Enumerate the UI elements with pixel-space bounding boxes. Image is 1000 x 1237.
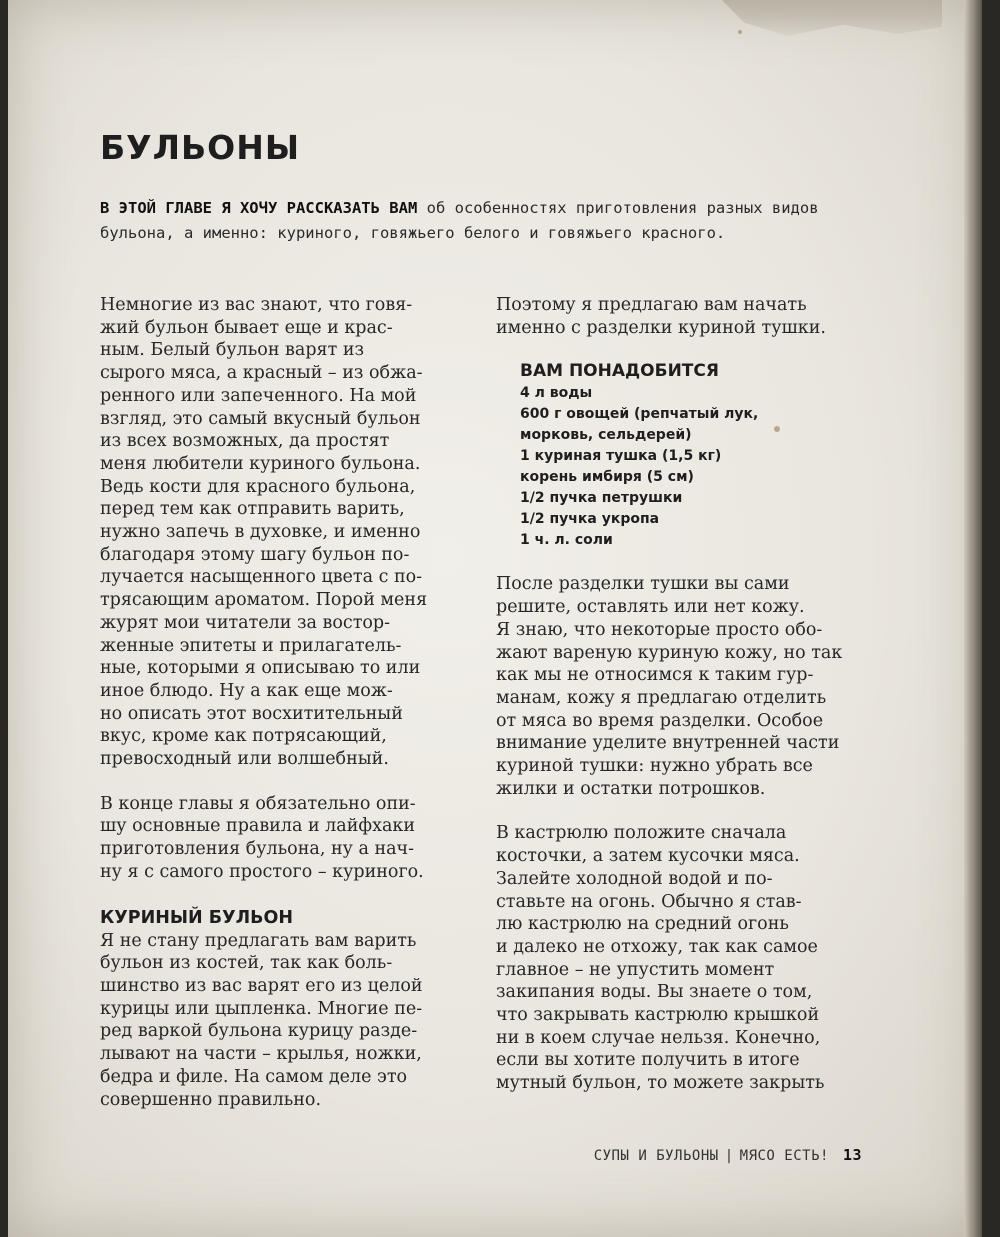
ingredient-item: корень имбиря (5 см)	[520, 469, 694, 486]
ingredient-item: 4 л воды	[520, 385, 593, 402]
page-footer	[594, 1146, 862, 1164]
intro-text: об особенностях приготовления разных видов бульона, а именно: куриного, говяжьего белого и говяжьего красного.	[100, 199, 819, 242]
body-paragraph: В кастрюлю положите сначала косточки, а затем кусочки мяса. Залейте холодной водой и по- ставьте на огонь. Обычно я став- лю кастрюлю на средний огонь и далеко не отхожу, так как самое главное – не упустить момент закипания воды. Вы знаете о том, что закрывать кастрюлю крышкой ни в коем случае нельзя. Конечно, если вы хотите получить в итоге мутный бульон, то можете закрыть	[496, 823, 825, 1094]
footer-separator: |	[724, 1148, 734, 1164]
chapter-intro	[100, 196, 860, 246]
ingredient-item: 600 г овощей (репчатый лук, морковь, сельдерей)	[520, 406, 759, 444]
paper-stain	[738, 30, 742, 34]
page-edge-shadow	[964, 0, 982, 1237]
torn-paper-corner	[722, 0, 942, 45]
right-column	[496, 294, 868, 1095]
chapter-title: БУЛЬОНЫ	[100, 128, 301, 167]
body-paragraph: Поэтому я предлагаю вам начать именно с разделки куриной тушки.	[496, 295, 826, 338]
ingredient-item: 1 куриная тушка (1,5 кг)	[520, 448, 722, 465]
intro-lead: В ЭТОЙ ГЛАВЕ Я ХОЧУ РАССКАЗАТЬ ВАМ	[100, 199, 418, 217]
body-paragraph: В конце главы я обязательно опи- шу основные правила и лайфхаки приготовления бульона, ну а нач- ну я с самого простого – куриного.	[100, 793, 424, 882]
ingredients-heading: ВАМ ПОНАДОБИТСЯ	[520, 361, 719, 382]
ingredient-item: 1/2 пучка петрушки	[520, 490, 683, 507]
body-paragraph: После разделки тушки вы сами решите, оставлять или нет кожу. Я знаю, что некоторые просто обо- жают вареную куриную кожу, но так как мы не относимся к таким гур- манам, кожу я предлагаю отделить от мяса во время разделки. Особое внимание уделите внутренней части куриной тушки: нужно убрать все жилки и остатки потрошков.	[496, 574, 843, 799]
ingredient-item: 1 ч. л. соли	[520, 532, 613, 549]
footer-book-title: МЯСО ЕСТЬ!	[739, 1148, 829, 1164]
footer-section: СУПЫ И БУЛЬОНЫ	[593, 1148, 719, 1164]
ingredients-box	[520, 359, 868, 551]
left-column	[100, 294, 472, 1111]
ingredient-item: 1/2 пучка укропа	[520, 511, 660, 528]
section-heading: КУРИНЫЙ БУЛЬОН	[100, 907, 294, 928]
body-paragraph: Я не стану предлагать вам варить бульон из костей, так как боль- шинство из вас варят его из целой курицы или цыпленка. Многие пе- ред варкой бульона курицу разде- лывают на части – крылья, ножки, бедра и филе. На самом деле это совершенно правильно.	[100, 930, 423, 1110]
body-paragraph: Немногие из вас знают, что говя- жий бульон бывает еще и крас- ным. Белый бульон варят из сырого мяса, а красный – из обжа- ренного или запеченного. На мой взгляд, это самый вкусный бульон из всех возможных, да простят меня любители куриного бульона. Ведь кости для красного бульона, перед тем как отправить варить, нужно запечь в духовке, и именно благодаря этому шагу бульон по- лучается насыщенного цвета с по- трясающим ароматом. Порой меня журят мои читатели за востор- женные эпитеты и прилагатель- ные, которыми я описываю то или иное блюдо. Ну а как еще мож- но описать этот восхитительный вкус, кроме как потрясающий, превосходный или волшебный.	[100, 295, 428, 770]
page-number: 13	[842, 1146, 862, 1164]
